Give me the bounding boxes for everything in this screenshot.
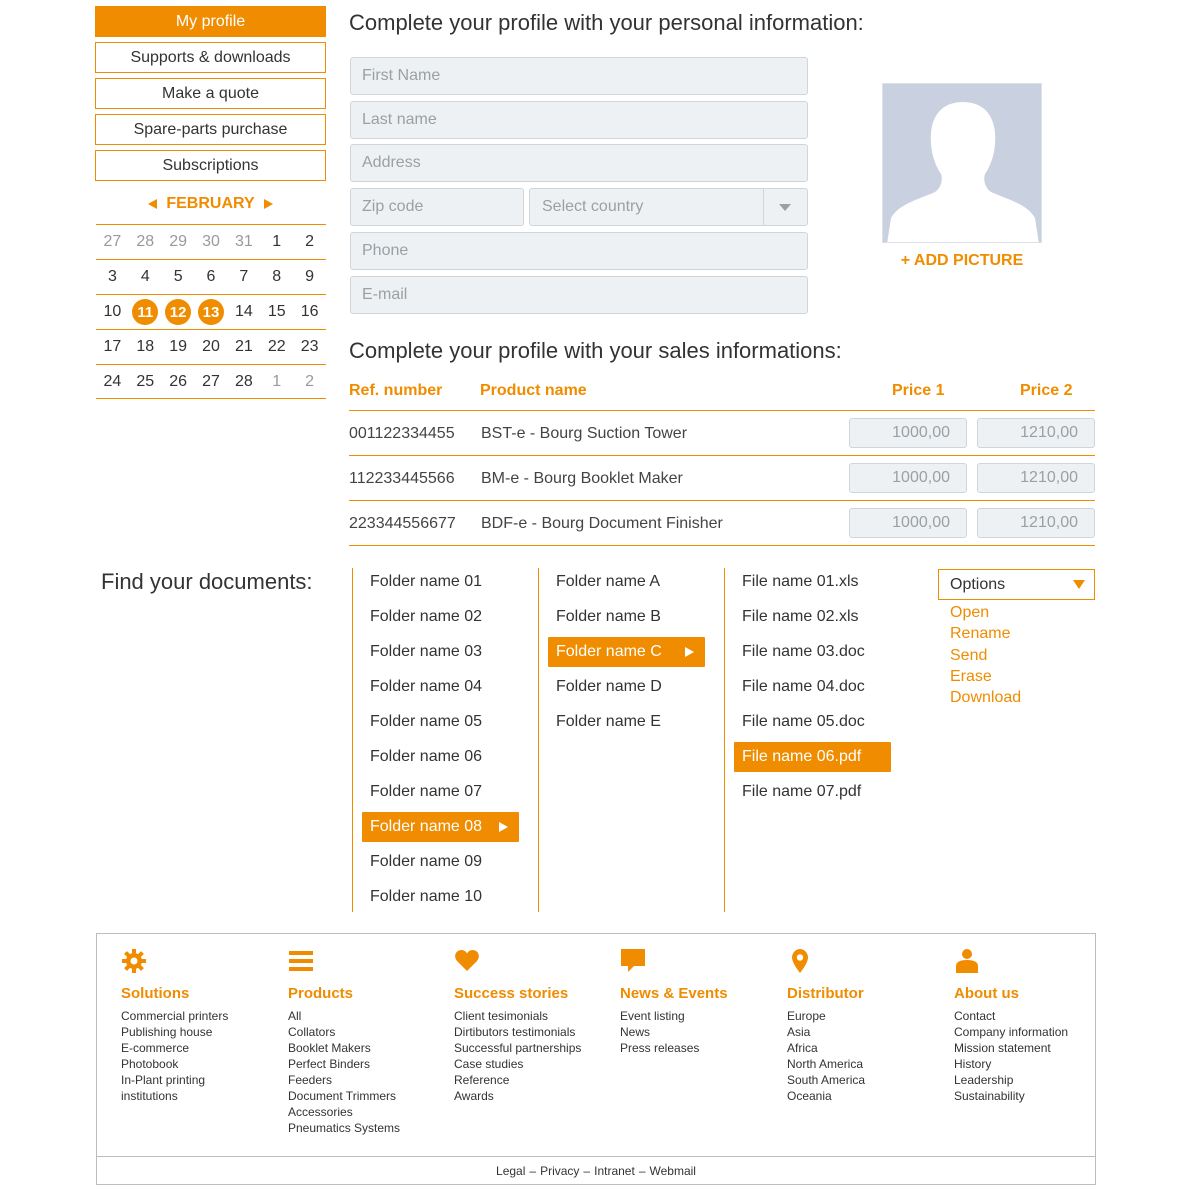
footer-link[interactable]: Africa — [787, 1041, 818, 1055]
calendar-day-label: 9 — [305, 268, 315, 285]
email-field[interactable] — [350, 276, 808, 314]
file-item-selected[interactable] — [734, 742, 891, 772]
item-label: Folder name B — [556, 608, 661, 625]
folder-item[interactable] — [362, 637, 482, 667]
calendar-day[interactable] — [293, 330, 326, 364]
legal-separator: – — [529, 1164, 537, 1178]
calendar-day[interactable] — [195, 260, 228, 294]
calendar-day[interactable] — [96, 365, 129, 398]
nav-subscriptions[interactable]: Subscriptions — [95, 150, 326, 181]
footer-link[interactable]: Case studies — [454, 1057, 524, 1071]
product-name-cell: BDF-e - Bourg Document Finisher — [481, 515, 723, 532]
calendar-day-label: 6 — [206, 268, 216, 285]
footer-link[interactable]: Collators — [288, 1025, 336, 1039]
col-price-2: Price 2 — [1020, 382, 1073, 399]
calendar-day[interactable] — [227, 225, 260, 259]
col-ref-number: Ref. number — [349, 382, 443, 399]
calendar-day[interactable] — [260, 330, 293, 364]
file-item[interactable] — [734, 567, 859, 597]
footer-link[interactable]: All — [288, 1009, 302, 1023]
price-2-field[interactable]: 1210,00 — [977, 418, 1095, 448]
calendar-day[interactable] — [162, 225, 195, 259]
folder-item[interactable] — [548, 707, 661, 737]
calendar-day-selected[interactable] — [129, 295, 162, 329]
footer-link[interactable]: Reference — [454, 1073, 510, 1087]
calendar-day-label: 28 — [136, 233, 155, 250]
calendar-day[interactable] — [129, 365, 162, 398]
item-label: Folder name 07 — [370, 783, 483, 800]
ref-number-cell: 223344556677 — [349, 515, 456, 532]
item-label: File name 05.doc — [742, 713, 865, 730]
calendar-day-label: 29 — [169, 233, 188, 250]
calendar-day[interactable] — [195, 330, 228, 364]
calendar-day[interactable] — [96, 225, 129, 259]
menu-icon — [288, 948, 314, 974]
footer-link-list — [288, 1008, 400, 1136]
file-item[interactable] — [734, 637, 865, 667]
table-divider — [349, 500, 1095, 501]
calendar-day-label: 2 — [305, 372, 315, 390]
footer-link[interactable]: Booklet Makers — [288, 1041, 371, 1055]
calendar-day-label: 13 — [198, 299, 224, 325]
item-label: Folder name E — [556, 713, 661, 730]
calendar-day[interactable] — [293, 260, 326, 294]
calendar-day-label: 25 — [136, 372, 155, 390]
calendar-day[interactable] — [129, 225, 162, 259]
calendar-day[interactable] — [260, 295, 293, 329]
footer-link[interactable]: Photobook — [121, 1057, 179, 1071]
footer-link[interactable]: Press releases — [620, 1041, 700, 1055]
person-silhouette-icon — [883, 84, 1042, 243]
footer-link[interactable]: News — [620, 1025, 651, 1039]
footer-link[interactable]: Pneumatics Systems — [288, 1121, 401, 1135]
calendar-day[interactable] — [227, 365, 260, 398]
product-name-cell: BST-e - Bourg Suction Tower — [481, 425, 688, 442]
col-price-1: Price 1 — [892, 382, 945, 399]
calendar-day-label: 1 — [272, 233, 282, 250]
footer-link-list — [121, 1008, 228, 1104]
calendar-week — [96, 224, 326, 259]
calendar-day[interactable] — [162, 330, 195, 364]
calendar-day-label: 28 — [234, 372, 253, 390]
calendar-day[interactable] — [260, 260, 293, 294]
folder-item[interactable] — [362, 777, 482, 807]
first-name-field[interactable] — [350, 57, 808, 95]
country-select[interactable] — [529, 188, 808, 226]
calendar-day-label: 16 — [300, 303, 319, 320]
documents-heading: Find your documents: — [101, 569, 313, 594]
legal-link-legal[interactable]: Legal — [496, 1164, 526, 1178]
calendar-day-label: 4 — [140, 268, 150, 285]
footer-link-list — [620, 1008, 728, 1056]
column-divider — [352, 568, 353, 912]
calendar-day-selected[interactable] — [162, 295, 195, 329]
file-item[interactable] — [734, 777, 861, 807]
calendar-day-selected[interactable] — [195, 295, 228, 329]
calendar-day-label: 12 — [165, 299, 191, 325]
footer-link[interactable]: Oceania — [787, 1089, 832, 1103]
options-dropdown-label: Options — [950, 575, 1006, 593]
footer-divider — [97, 1156, 1095, 1157]
file-item[interactable] — [734, 602, 859, 632]
add-picture-link[interactable]: + ADD PICTURE — [900, 252, 1024, 269]
item-label: Folder name 08 — [370, 818, 483, 835]
footer-link[interactable]: Document Trimmers — [288, 1089, 397, 1103]
footer-link[interactable]: Company information — [954, 1025, 1069, 1039]
price-2-field[interactable]: 1210,00 — [977, 508, 1095, 538]
calendar-day[interactable] — [162, 260, 195, 294]
footer-column-news-events — [620, 948, 728, 1056]
col-product-name: Product name — [480, 382, 587, 399]
folder-item[interactable] — [548, 672, 662, 702]
file-item[interactable] — [734, 707, 865, 737]
table-divider — [349, 455, 1095, 456]
calendar-week — [96, 259, 326, 294]
nav-spare-parts-purchase[interactable]: Spare-parts purchase — [95, 114, 326, 145]
calendar-day-label: 10 — [103, 303, 122, 320]
calendar-day-label: 26 — [169, 372, 188, 390]
calendar-day-label: 27 — [202, 372, 220, 390]
column-divider — [724, 568, 725, 912]
legal-separator: – — [583, 1164, 591, 1178]
legal-links — [97, 1164, 1095, 1178]
calendar-day-label: 17 — [103, 338, 122, 355]
item-label: File name 01.xls — [742, 573, 859, 590]
price-2-field[interactable]: 1210,00 — [977, 463, 1095, 493]
folder-item-selected[interactable] — [548, 637, 705, 667]
price-1-field[interactable]: 1000,00 — [849, 463, 967, 493]
item-label: Folder name C — [556, 643, 662, 660]
calendar-day[interactable] — [227, 295, 260, 329]
item-label: Folder name D — [556, 678, 662, 695]
folder-item[interactable] — [548, 567, 660, 597]
footer — [96, 933, 1096, 1185]
footer-column-about-us — [954, 948, 1068, 1104]
footer-link[interactable]: Leadership — [954, 1073, 1014, 1087]
product-name-cell: BM-e - Bourg Booklet Maker — [481, 470, 683, 487]
item-label: Folder name 03 — [370, 643, 483, 660]
file-item[interactable] — [734, 672, 865, 702]
calendar-day-label: 2 — [305, 233, 315, 250]
footer-link[interactable]: Commercial printers — [121, 1009, 229, 1023]
footer-link[interactable]: Client tesimonials — [454, 1009, 549, 1023]
speech-bubble-icon — [620, 948, 646, 974]
folder-item[interactable] — [548, 602, 661, 632]
calendar-day-label: 27 — [103, 233, 122, 250]
option-download[interactable]: Download — [950, 689, 1022, 707]
calendar-day[interactable] — [293, 225, 326, 259]
footer-link[interactable]: Dirtibutors testimonials — [454, 1025, 576, 1039]
footer-link[interactable]: institutions — [121, 1089, 178, 1103]
footer-column-title[interactable]: Products — [288, 985, 354, 1002]
calendar-day-label: 20 — [202, 338, 220, 355]
calendar-day-label: 30 — [202, 233, 220, 250]
footer-link[interactable]: History — [954, 1057, 992, 1071]
ref-number-cell: 112233445566 — [349, 470, 455, 487]
calendar-day-label: 23 — [300, 338, 319, 355]
calendar-day-label: 24 — [103, 372, 122, 390]
calendar-week — [96, 364, 326, 399]
chevron-down-icon — [779, 204, 791, 211]
footer-column-success-stories — [454, 948, 581, 1104]
option-erase[interactable]: Erase — [950, 667, 992, 685]
footer-link[interactable]: Contact — [954, 1009, 996, 1023]
footer-column-title[interactable]: About us — [954, 985, 1019, 1002]
footer-column-distributor — [787, 948, 865, 1104]
footer-column-title[interactable]: News & Events — [620, 985, 728, 1002]
phone-field[interactable] — [350, 232, 808, 270]
calendar-header — [95, 193, 326, 215]
country-select-value: Select country — [542, 198, 644, 215]
item-label: File name 04.doc — [742, 678, 865, 695]
folder-item-selected[interactable] — [362, 812, 519, 842]
calendar-day-label: 3 — [107, 268, 117, 285]
folder-item[interactable] — [362, 882, 482, 912]
footer-link[interactable]: Perfect Binders — [288, 1057, 371, 1071]
map-pin-icon — [787, 948, 813, 974]
option-open[interactable]: Open — [950, 604, 990, 621]
price-1-field[interactable]: 1000,00 — [849, 418, 967, 448]
footer-link[interactable]: Europe — [787, 1009, 826, 1023]
footer-link[interactable]: E-commerce — [121, 1041, 190, 1055]
option-rename[interactable]: Rename — [950, 625, 1011, 643]
heart-icon — [454, 948, 480, 974]
nav-supports-downloads[interactable]: Supports & downloads — [95, 42, 326, 73]
personal-info-heading: Complete your profile with your personal information: — [349, 10, 864, 35]
calendar-day-label: 18 — [136, 338, 155, 355]
column-divider — [538, 568, 539, 912]
footer-link[interactable]: North America — [787, 1057, 864, 1071]
calendar-day[interactable] — [227, 330, 260, 364]
person-icon — [954, 948, 980, 974]
calendar-day[interactable] — [129, 330, 162, 364]
footer-link-list — [787, 1008, 865, 1104]
footer-column-title[interactable]: Solutions — [121, 985, 190, 1002]
folder-item[interactable] — [362, 742, 482, 772]
avatar-placeholder[interactable] — [882, 83, 1042, 243]
folder-item[interactable] — [362, 707, 482, 737]
footer-link[interactable]: South America — [787, 1073, 866, 1087]
footer-column-title[interactable]: Distributor — [787, 985, 864, 1002]
calendar-day-label: 14 — [234, 303, 253, 320]
footer-link[interactable]: Awards — [454, 1089, 494, 1103]
item-label: Folder name A — [556, 573, 661, 590]
footer-link[interactable]: Asia — [787, 1025, 811, 1039]
footer-link[interactable]: Accessories — [288, 1105, 353, 1119]
footer-link[interactable]: Event listing — [620, 1009, 685, 1023]
caret-down-icon — [1073, 580, 1085, 589]
calendar-month: FEBRUARY — [166, 195, 255, 212]
legal-link-webmail[interactable]: Webmail — [649, 1164, 696, 1178]
sales-info-heading: Complete your profile with your sales informations: — [349, 338, 842, 363]
footer-link[interactable]: In-Plant printing — [121, 1073, 206, 1087]
folder-item[interactable] — [362, 567, 482, 597]
calendar-day[interactable] — [96, 295, 129, 329]
item-label: File name 02.xls — [742, 608, 859, 625]
item-label: Folder name 09 — [370, 853, 483, 870]
calendar-day-label: 15 — [267, 303, 286, 320]
calendar-day-label: 1 — [272, 372, 282, 390]
item-label: Folder name 05 — [370, 713, 483, 730]
calendar-day[interactable] — [260, 365, 293, 398]
footer-link-list — [954, 1008, 1068, 1104]
item-label: Folder name 02 — [370, 608, 483, 625]
calendar-day-label: 5 — [173, 268, 183, 285]
item-label: Folder name 04 — [370, 678, 483, 695]
item-label: Folder name 10 — [370, 888, 483, 905]
calendar-day[interactable] — [162, 365, 195, 398]
calendar-day-label: 22 — [267, 338, 286, 355]
footer-column-title[interactable]: Success stories — [454, 985, 569, 1002]
footer-link[interactable]: Successful partnerships — [454, 1041, 582, 1055]
table-divider — [349, 410, 1095, 411]
calendar-day-label: 31 — [234, 233, 253, 250]
item-label: Folder name 06 — [370, 748, 483, 765]
calendar-next-icon[interactable] — [264, 199, 273, 209]
legal-link-intranet[interactable]: Intranet — [594, 1164, 635, 1178]
calendar-week — [96, 294, 326, 329]
calendar-prev-icon[interactable] — [148, 199, 157, 209]
chevron-right-icon — [499, 822, 508, 832]
calendar-day[interactable] — [195, 225, 228, 259]
item-label: File name 03.doc — [742, 643, 865, 660]
footer-link[interactable]: Publishing house — [121, 1025, 213, 1039]
calendar-day-label: 21 — [234, 338, 253, 355]
calendar-day[interactable] — [227, 260, 260, 294]
gear-icon — [121, 948, 147, 974]
chevron-right-icon — [685, 647, 694, 657]
select-divider — [763, 189, 764, 225]
nav-my-profile[interactable]: My profile — [95, 6, 326, 37]
calendar-week — [96, 329, 326, 364]
options-dropdown[interactable] — [938, 569, 1095, 600]
address-field[interactable] — [350, 144, 808, 182]
price-1-field[interactable]: 1000,00 — [849, 508, 967, 538]
nav-make-a-quote[interactable]: Make a quote — [95, 78, 326, 109]
calendar-day[interactable] — [96, 330, 129, 364]
calendar-day[interactable] — [293, 365, 326, 398]
calendar-day[interactable] — [260, 225, 293, 259]
footer-column-products — [288, 948, 400, 1136]
option-send[interactable]: Send — [950, 646, 988, 664]
item-label: File name 06.pdf — [742, 748, 862, 765]
folder-item[interactable] — [362, 847, 482, 877]
folder-item[interactable] — [362, 602, 482, 632]
calendar-day-label: 11 — [132, 299, 158, 325]
footer-column-solutions — [121, 948, 228, 1104]
table-divider — [349, 545, 1095, 546]
last-name-field[interactable] — [350, 101, 808, 139]
item-label: Folder name 01 — [370, 573, 483, 590]
zip-code-field[interactable] — [350, 188, 524, 226]
calendar-grid — [96, 224, 326, 399]
calendar-day-label: 19 — [169, 338, 188, 355]
ref-number-cell: 001122334455 — [349, 425, 455, 442]
calendar-day[interactable] — [293, 295, 326, 329]
footer-link[interactable]: Feeders — [288, 1073, 333, 1087]
legal-separator: – — [638, 1164, 646, 1178]
calendar-day[interactable] — [96, 260, 129, 294]
item-label: File name 07.pdf — [742, 783, 862, 800]
calendar-day-label: 7 — [239, 268, 249, 285]
footer-link-list — [454, 1008, 581, 1104]
footer-link[interactable]: Sustainability — [954, 1089, 1025, 1103]
calendar-day-label: 8 — [272, 268, 282, 285]
folder-item[interactable] — [362, 672, 482, 702]
calendar-day[interactable] — [129, 260, 162, 294]
calendar-day[interactable] — [195, 365, 228, 398]
legal-link-privacy[interactable]: Privacy — [540, 1164, 580, 1178]
footer-link[interactable]: Mission statement — [954, 1041, 1051, 1055]
